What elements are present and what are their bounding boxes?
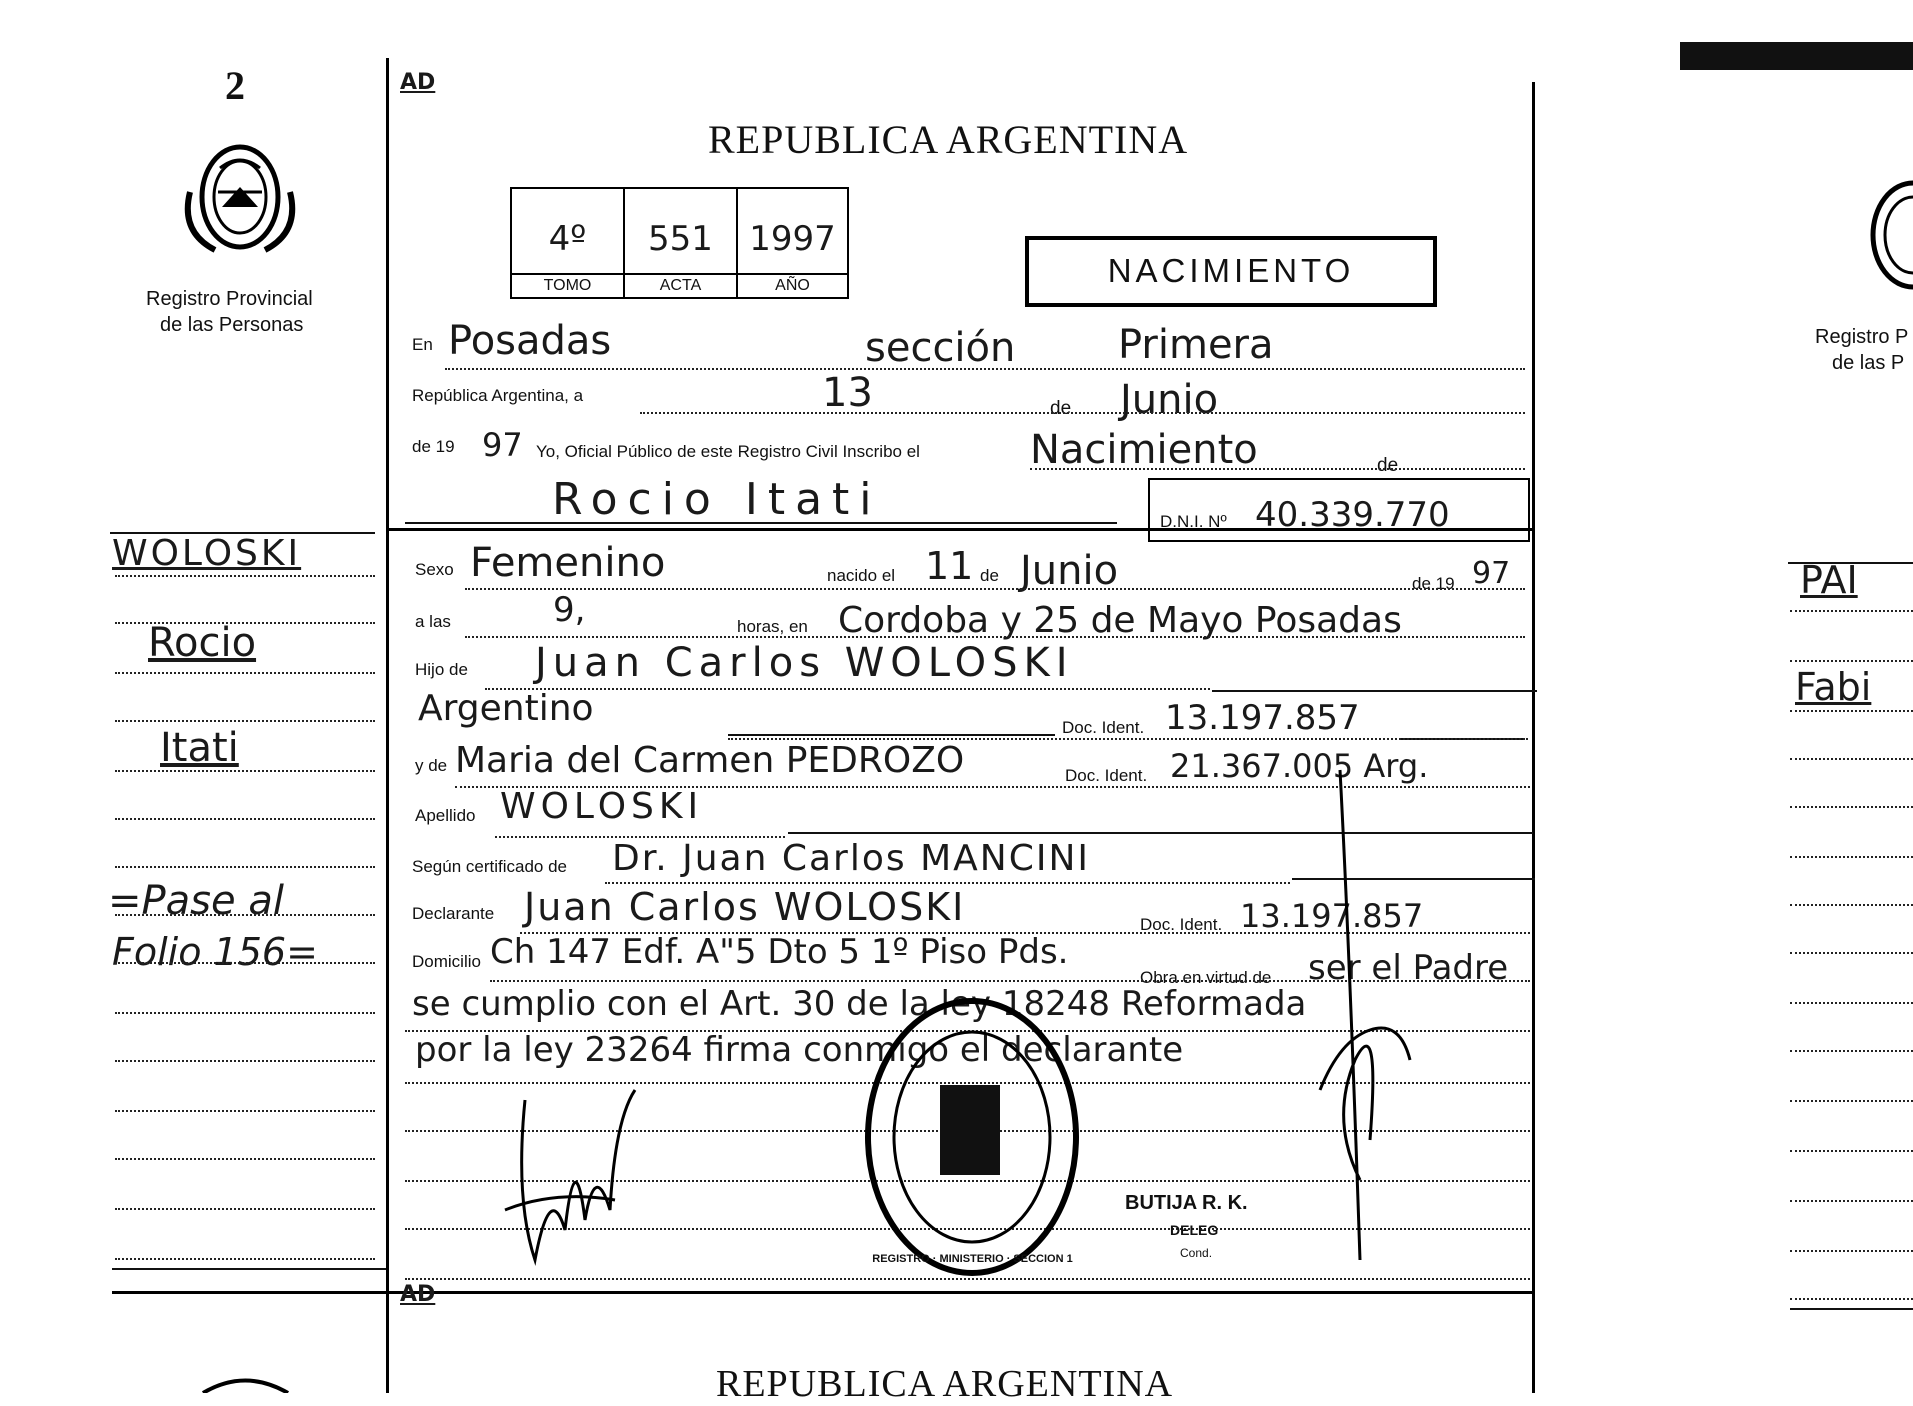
- alas-label: a las: [415, 612, 451, 631]
- form-left-border: [386, 58, 389, 1393]
- madre-doc-value: 21.367.005 Arg.: [1170, 747, 1429, 785]
- nacido-dia-value: 11: [925, 544, 974, 588]
- en-label: En: [412, 335, 433, 354]
- nacido-label: nacido el: [827, 566, 896, 585]
- declarante-label: Declarante: [412, 904, 495, 923]
- registry-title-line1: Registro Provincial: [146, 288, 313, 310]
- footer-emblem-icon: [198, 1378, 293, 1393]
- obra-label: Obra en virtud de: [1140, 968, 1272, 987]
- domicilio-label: Domicilio: [412, 952, 481, 971]
- right-registry-line2: de las P: [1832, 352, 1905, 374]
- city-value: Posadas: [448, 318, 612, 364]
- official-seal: [860, 995, 1085, 1280]
- republica-label: República Argentina, a: [412, 386, 584, 405]
- nacido-de19-label: de 19: [1412, 574, 1455, 593]
- acta-label: ACTA: [625, 273, 736, 295]
- obs-line1: se cumplio con el Art. 30 de la ley 18248 Reformada: [412, 984, 1307, 1024]
- obs-line2: por la ley 23264 firma conmigo el declarante: [415, 1030, 1184, 1070]
- year-value: 97: [482, 426, 523, 464]
- apellido-label: Apellido: [415, 806, 476, 825]
- nombre-value: Rocio Itati: [552, 474, 882, 525]
- certificado-value: Dr. Juan Carlos MANCINI: [612, 838, 1090, 879]
- margin-surname: WOLOSKI: [112, 533, 302, 574]
- seal-icon: [860, 995, 1085, 1280]
- month-value: Junio: [1120, 377, 1219, 423]
- official-stamp-line1: BUTIJA R. K.: [1125, 1192, 1248, 1214]
- seccion-value: sección: [865, 325, 1016, 371]
- segun-label: Según certificado de: [412, 857, 567, 876]
- padre-doc-label: Doc. Ident.: [1062, 718, 1145, 737]
- sexo-value: Femenino: [470, 540, 666, 586]
- padre-nac-value: Argentino: [418, 688, 594, 729]
- dni-value: 40.339.770: [1255, 495, 1450, 535]
- dni-label: D.N.I. Nº: [1160, 512, 1227, 531]
- domicilio-value: Ch 147 Edf. A"5 Dto 5 1º Piso Pds.: [490, 932, 1069, 972]
- tomo-label: TOMO: [512, 273, 623, 295]
- anio-box: [736, 187, 849, 299]
- acta-box: [623, 187, 738, 299]
- right-name2: Fabi: [1795, 665, 1872, 709]
- de-label: de: [1050, 398, 1072, 419]
- margin-name1: Rocio: [148, 620, 257, 666]
- hijo-label: Hijo de: [415, 660, 468, 679]
- tomo-box: [510, 187, 625, 299]
- day-value: 13: [822, 370, 873, 416]
- nacido-mes-value: Junio: [1020, 548, 1119, 594]
- padre-value: Juan Carlos WOLOSKI: [535, 640, 1074, 686]
- madre-doc-label: Doc. Ident.: [1065, 766, 1148, 785]
- sexo-label: Sexo: [415, 560, 454, 579]
- declarante-doc-value: 13.197.857: [1240, 897, 1424, 935]
- page-number: 2: [225, 63, 245, 108]
- right-name1: PAI: [1800, 558, 1858, 602]
- acta-tipo-value: Nacimiento: [1030, 427, 1258, 473]
- right-emblem-icon: [1855, 165, 1913, 305]
- right-top-bar: [1680, 42, 1913, 70]
- nacido-de-label: de: [980, 566, 999, 585]
- seal-text: REGISTRO · MINISTERIO · SECCION 1: [872, 1253, 1073, 1265]
- registry-title-line2: de las Personas: [160, 314, 304, 336]
- apellido-value: WOLOSKI: [500, 786, 704, 827]
- declarante-value: Juan Carlos WOLOSKI: [524, 885, 966, 929]
- padre-doc-value: 13.197.857: [1165, 698, 1360, 738]
- yde-label: y de: [415, 756, 448, 775]
- hora-value: 9,: [553, 590, 586, 630]
- footer-initials: AD: [400, 1282, 436, 1307]
- anio-label: AÑO: [738, 273, 847, 295]
- acta-value: 551: [648, 219, 713, 259]
- tomo-value: 4º: [548, 219, 587, 259]
- form-right-border: [1532, 82, 1535, 1393]
- madre-value: Maria del Carmen PEDROZO: [455, 740, 965, 781]
- form-divider-bottom: [112, 1291, 1535, 1294]
- obra-value: ser el Padre: [1308, 948, 1509, 988]
- de19-label: de 19: [412, 437, 455, 456]
- doc-type-box: [1025, 236, 1437, 307]
- declarante-doc-label: Doc. Ident.: [1140, 915, 1223, 934]
- doc-type-label: NACIMIENTO: [1107, 252, 1355, 289]
- country-title: REPUBLICA ARGENTINA: [708, 117, 1189, 162]
- seccion-name-value: Primera: [1118, 322, 1274, 368]
- official-signature: [1300, 760, 1420, 1280]
- declarant-signature: [495, 1080, 645, 1280]
- de-label2: de: [1377, 455, 1399, 476]
- anio-value: 1997: [749, 219, 836, 259]
- official-stamp-line3: Cond.: [1180, 1246, 1213, 1260]
- margin-note-line1: =Pase al: [108, 878, 284, 924]
- margin-note-line2: Folio 156=: [112, 930, 318, 974]
- nacido-anio-value: 97: [1472, 556, 1511, 591]
- right-registry-line1: Registro P: [1815, 326, 1909, 348]
- registry-emblem-icon: [180, 132, 300, 267]
- margin-name2: Itati: [160, 725, 239, 771]
- horas-label: horas, en: [737, 617, 808, 636]
- lugar-value: Cordoba y 25 de Mayo Posadas: [838, 600, 1402, 641]
- oficial-text: Yo, Oficial Público de este Registro Civil Inscribo el: [536, 442, 920, 461]
- header-initials: AD: [400, 70, 436, 95]
- footer-country-title: REPUBLICA ARGENTINA: [716, 1363, 1174, 1405]
- official-stamp-line2: DELEG: [1170, 1222, 1219, 1238]
